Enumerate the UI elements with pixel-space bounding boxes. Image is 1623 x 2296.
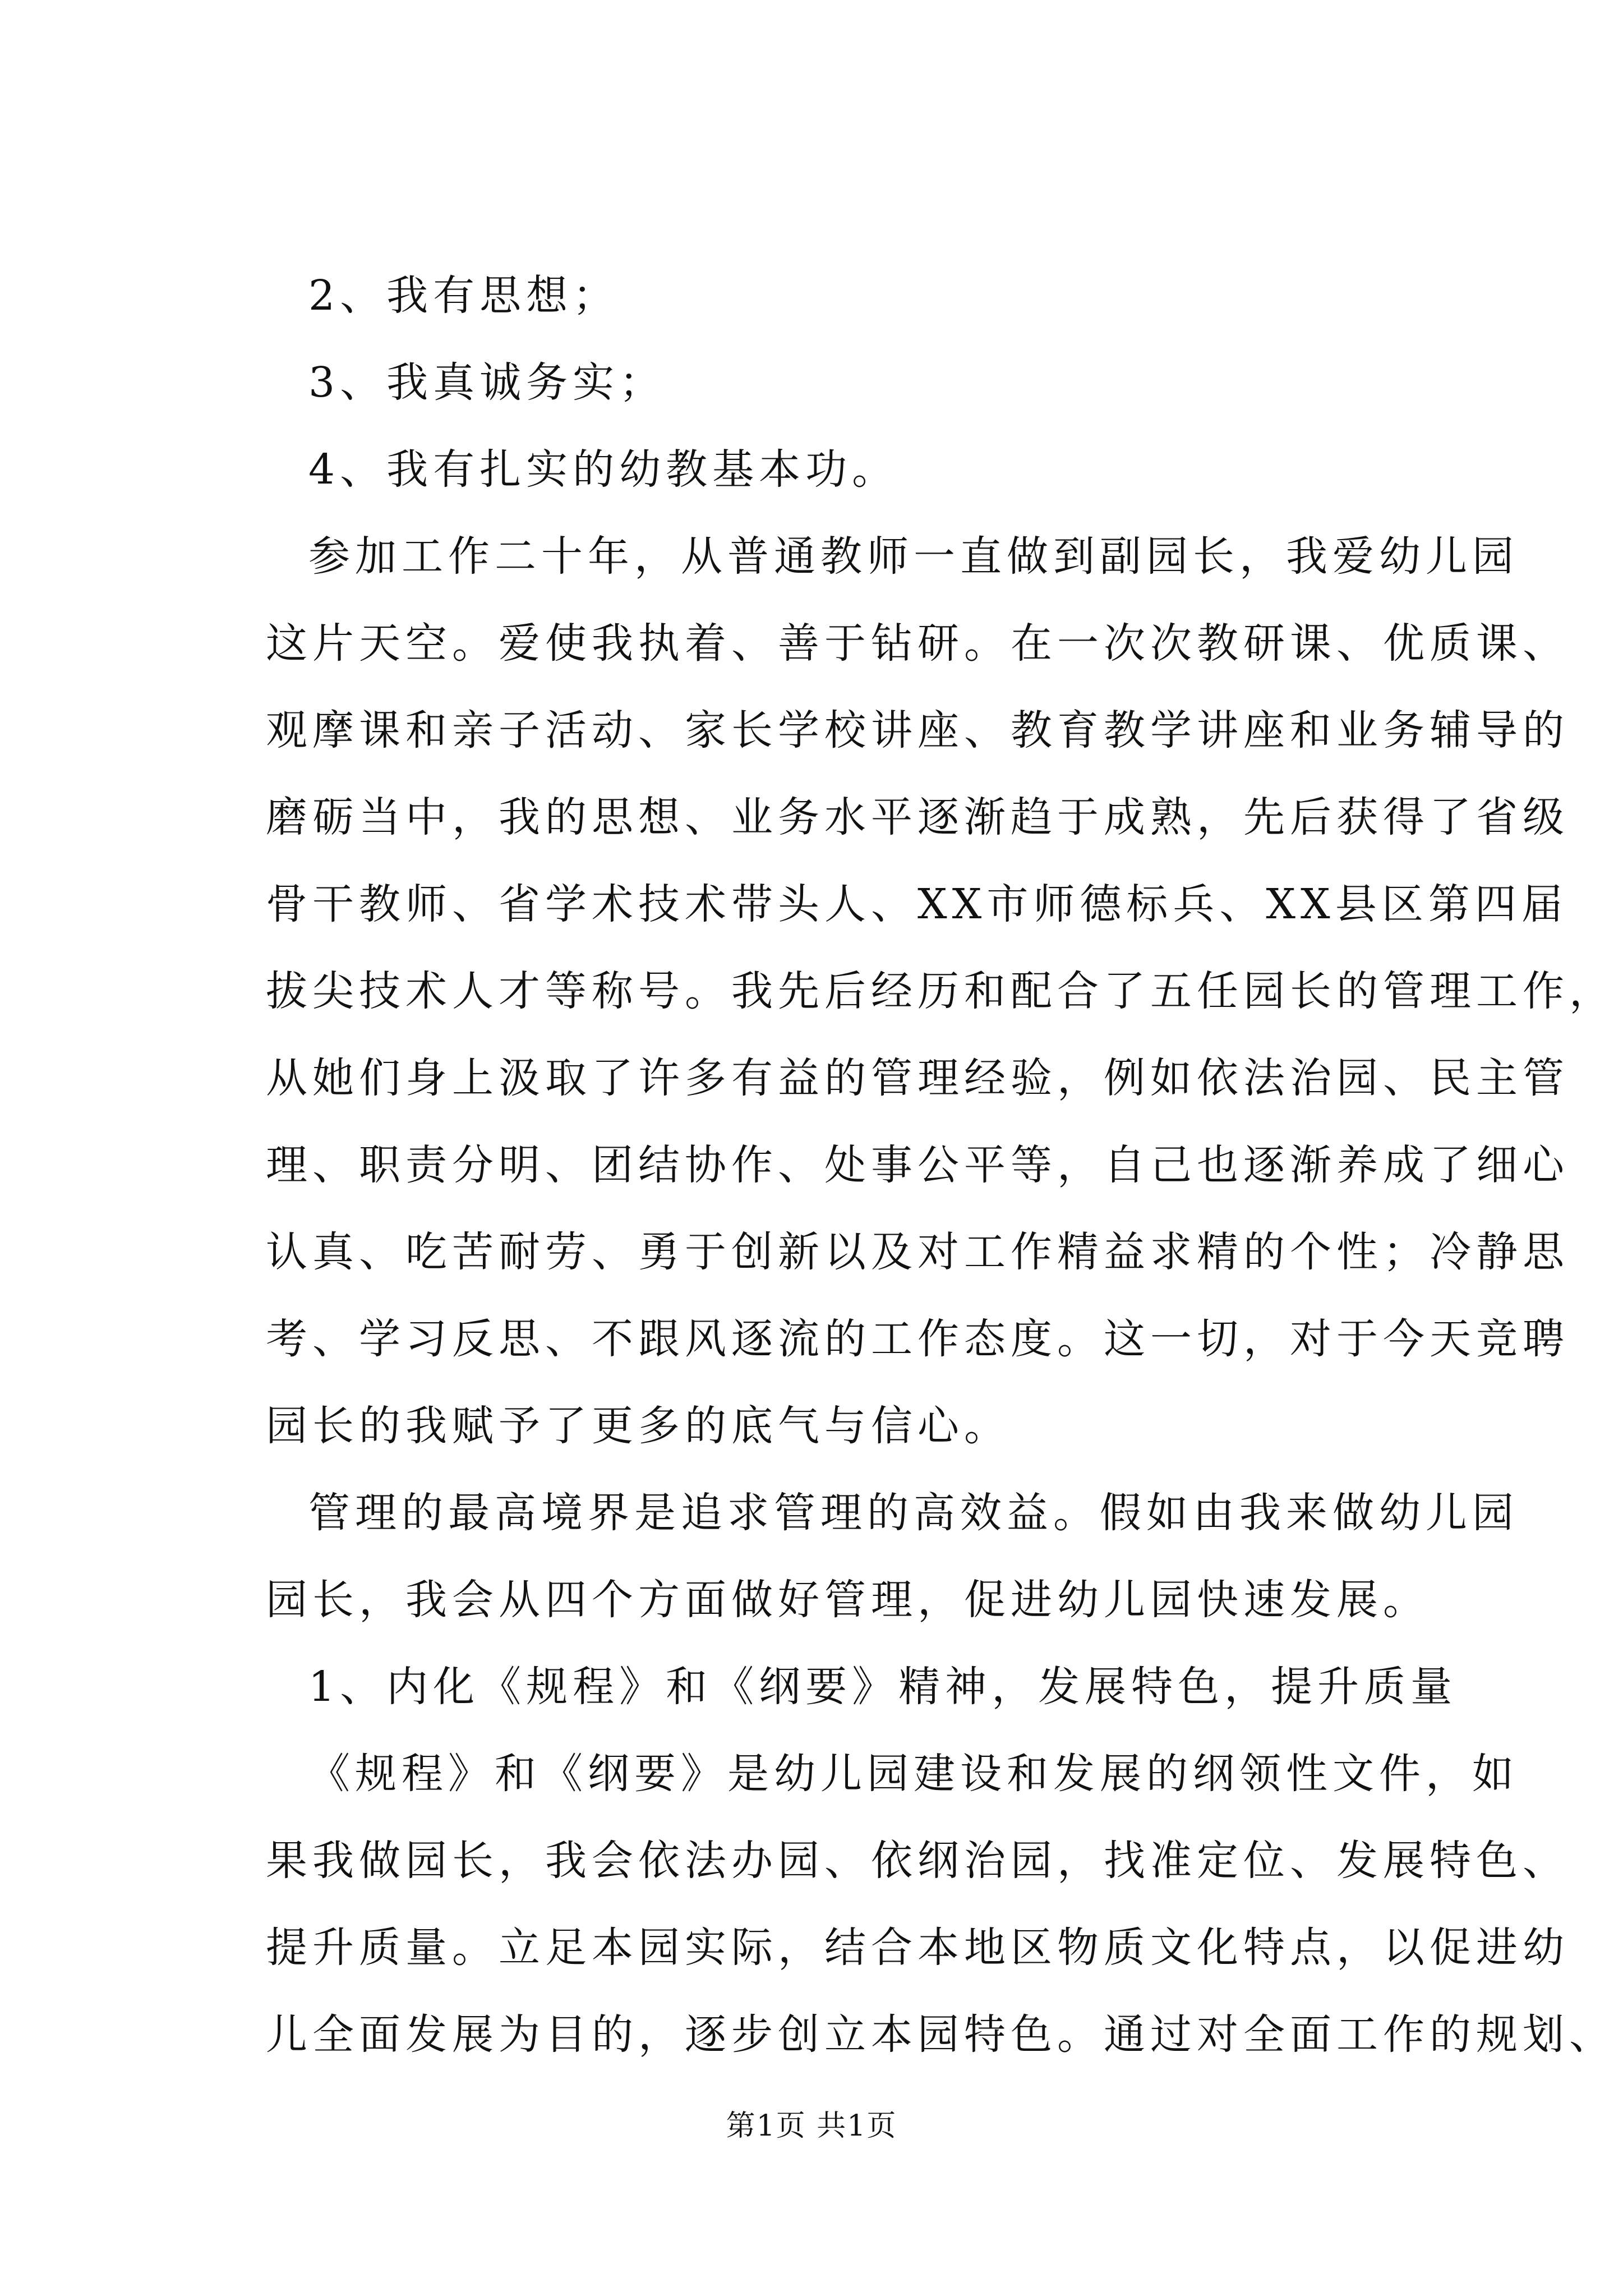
text-line: 骨干教师、省学术技术带头人、XX市师德标兵、XX县区第四届 xyxy=(266,880,1568,928)
text-line: 观摩课和亲子活动、家长学校讲座、教育教学讲座和业务辅导的 xyxy=(266,706,1569,754)
text-line: 磨砺当中，我的思想、业务水平逐渐趋于成熟，先后获得了省级 xyxy=(266,793,1569,841)
page-number: 第1页 共1页 xyxy=(726,2109,897,2143)
text-line: 参加工作二十年，从普通教师一直做到副园长，我爱幼儿园 xyxy=(308,532,1519,581)
text-line: 4、我有扎实的幼教基本功。 xyxy=(308,445,899,494)
text-line: 园长的我赋予了更多的底气与信心。 xyxy=(266,1402,1011,1450)
text-line: 拔尖技术人才等称号。我先后经历和配合了五任园长的管理工作， xyxy=(266,967,1616,1015)
text-line: 管理的最高境界是追求管理的高效益。假如由我来做幼儿园 xyxy=(308,1489,1519,1537)
text-line: 从她们身上汲取了许多有益的管理经验，例如依法治园、民主管 xyxy=(266,1054,1569,1102)
page-footer xyxy=(0,2106,1623,2146)
text-line: 这片天空。爱使我执着、善于钻研。在一次次教研课、优质课、 xyxy=(266,619,1569,668)
text-line: 儿全面发展为目的，逐步创立本园特色。通过对全面工作的规划、 xyxy=(266,2010,1616,2059)
document-body xyxy=(266,252,1616,2078)
text-line: 考、学习反思、不跟风逐流的工作态度。这一切，对于今天竞聘 xyxy=(266,1315,1569,1363)
text-line: 1、内化《规程》和《纲要》精神，发展特色，提升质量 xyxy=(308,1663,1458,1711)
text-line: 园长，我会从四个方面做好管理，促进幼儿园快速发展。 xyxy=(266,1576,1430,1624)
text-line: 理、职责分明、团结协作、处事公平等，自己也逐渐养成了细心 xyxy=(266,1141,1569,1189)
text-line: 《规程》和《纲要》是幼儿园建设和发展的纲领性文件，如 xyxy=(308,1750,1519,1798)
text-line: 提升质量。立足本园实际，结合本地区物质文化特点，以促进幼 xyxy=(266,1924,1569,1972)
text-line: 2、我有思想； xyxy=(308,272,620,320)
text-line: 果我做园长，我会依法办园、依纲治园，找准定位、发展特色、 xyxy=(266,1837,1569,1885)
text-line: 3、我真诚务实； xyxy=(308,358,666,407)
text-line: 认真、吃苦耐劳、勇于创新以及对工作精益求精的个性；冷静思 xyxy=(266,1228,1569,1276)
